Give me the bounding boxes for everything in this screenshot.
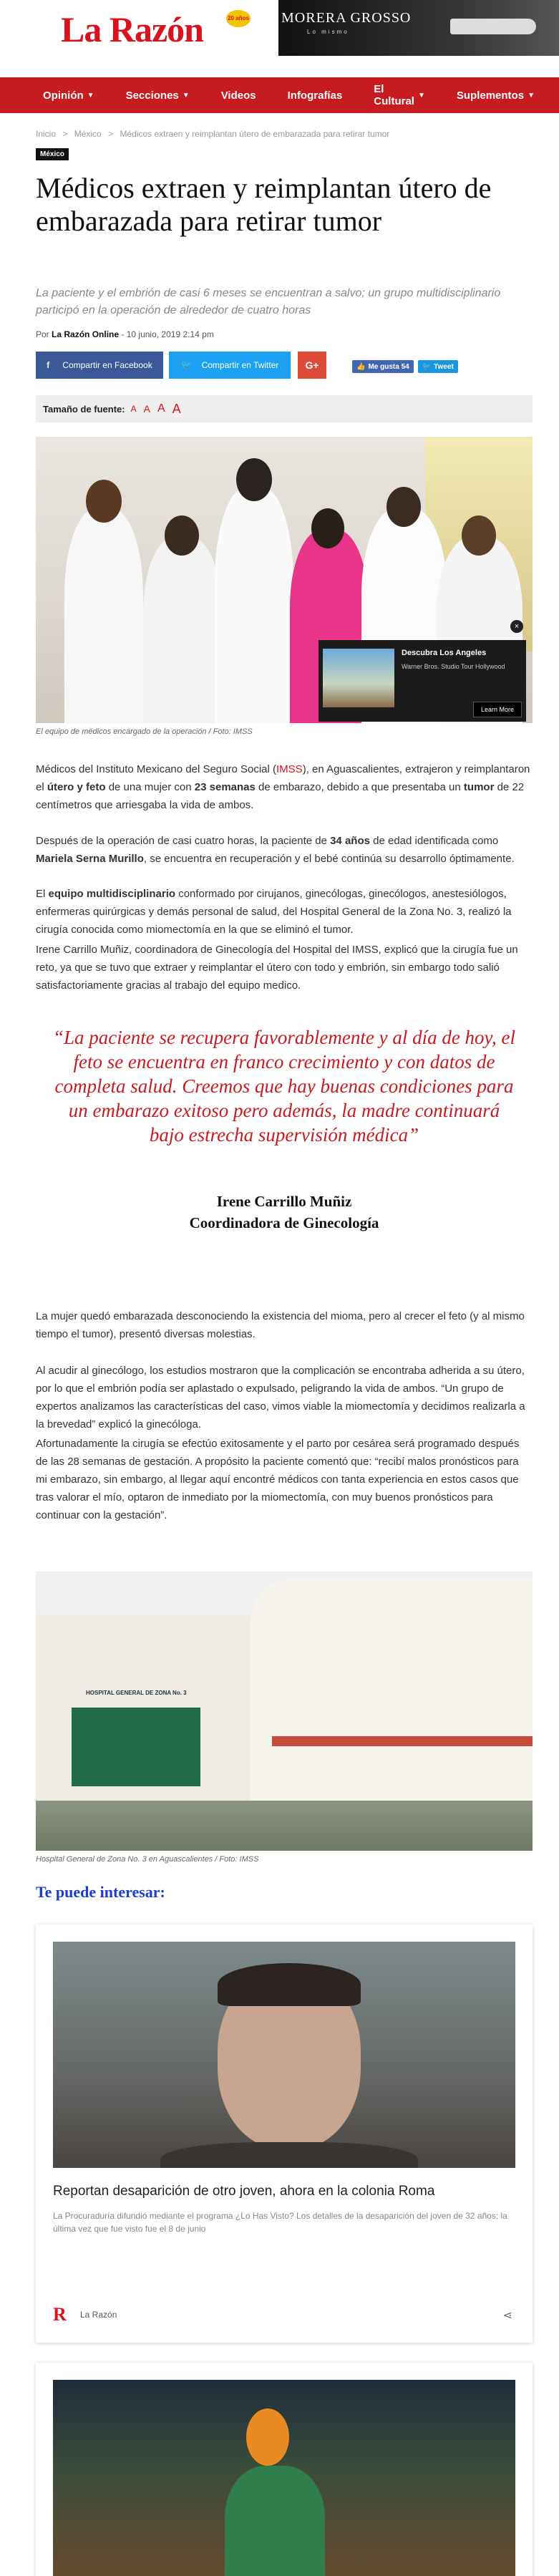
breadcrumb-section[interactable]: México [74, 129, 102, 139]
related-card-image[interactable] [53, 2380, 515, 2576]
doctor-figure [215, 487, 293, 723]
font-size-option-1[interactable]: A [130, 404, 137, 414]
building-right [251, 1579, 533, 1801]
nav-el-cultural[interactable] [374, 83, 425, 107]
font-size-option-4[interactable]: A [172, 401, 181, 416]
doctor-head [86, 480, 122, 523]
paragraph-4: Irene Carrillo Muñiz, coordinadora de Ginecología del Hospital del IMSS, explicó que la cirugía fue un reto, ya que se tuvo que extraer y reimplantar el útero con todo y embrión, sin embargo todo salió satisfactoriamente gracias al trabajo del equipo medico. [36, 944, 518, 992]
video-thumbnail[interactable] [323, 649, 394, 707]
nav-suplementos[interactable] [457, 89, 535, 102]
video-ad[interactable] [319, 622, 526, 722]
nav-infografias[interactable] [288, 89, 343, 102]
hair [218, 1963, 361, 2006]
building-glass [72, 1708, 200, 1786]
like-label: Me gusta 54 [368, 362, 409, 371]
paragraph-3 [36, 885, 533, 939]
facebook-icon: f [47, 360, 50, 370]
image-caption: Hospital General de Zona No. 3 en Aguascalientes / Foto: IMSS [36, 1855, 259, 1864]
learn-more-button[interactable]: Learn More [473, 702, 522, 717]
image-caption: El equipo de médicos encargado de la operación / Foto: IMSS [36, 727, 253, 736]
nav-secciones[interactable] [126, 89, 190, 102]
doctor-figure [64, 508, 143, 723]
building-stripe [272, 1736, 533, 1746]
text: , se encuentra en recuperación y el bebé continúa su desarrollo óptimamente. [143, 853, 515, 865]
chevron-down-icon: ▼ [417, 91, 425, 100]
paragraph-7: Afortunadamente la cirugía se efectúo exitosamente y el parto por cesárea será programado después de las 28 semanas de gestación. A propósito la paciente comentó que: “recibí malos pronósticos para mi embarazo, sin embargo, al llegar aquí encontré médicos con tanta experiencia en estos casos que tras valorar el mío, optaron de inmediato por la miomectomía, con muy buenos pronósticos para continuar con la gestación”. [36, 1438, 520, 1521]
nav-label: Suplementos [456, 89, 525, 102]
font-size-control [36, 395, 533, 422]
text: de una mujer con [105, 781, 195, 793]
tweet-button[interactable] [418, 360, 458, 373]
share-googleplus-button[interactable]: G+ [298, 352, 326, 379]
text: El [36, 888, 49, 900]
video-title: Descubra Los Angeles [402, 649, 487, 657]
related-card[interactable] [36, 1924, 533, 2343]
nav-label: Opinión [43, 89, 84, 102]
text: Después de la operación de casi cuatro horas, la paciente de [36, 835, 331, 847]
related-card[interactable] [36, 2363, 533, 2576]
thumbs-up-icon: 👍 [356, 362, 366, 371]
doctor-head [311, 508, 344, 548]
text: de edad identificada como [369, 835, 499, 847]
article-main-image [36, 437, 533, 723]
nav-label: Infografías [287, 89, 343, 102]
nav-label: El Cultural [374, 83, 414, 107]
doctor-figure [143, 537, 222, 723]
breadcrumb-separator: > [62, 129, 68, 139]
shirt [160, 2142, 418, 2168]
byline [36, 329, 533, 339]
nav-videos[interactable] [221, 89, 256, 102]
parking-lot [36, 1801, 533, 1851]
article-subtitle: La paciente y el embrión de casi 6 meses se encuentran a salvo; un grupo multidisciplinario participó en la operación de alrededor de cuatro horas [36, 287, 501, 316]
paragraph-6: Al acudir al ginecólogo, los estudios mostraron que la complicación se encontraba adherida a su útero, por lo que el embrión podía ser aplastado o expulsado, peligrando la vida de ambos. “Un grupo de expertos analizamos las características del caso, vimos viable la miomectomía y decidimos realizarla a la brevedad” explicó la ginecóloga. [36, 1365, 525, 1430]
related-card-description: La Procuraduría difundió mediante el programa ¿Lo Has Visto? Los detalles de la desaparición del joven de 32 años: la última vez que fue visto fue el 8 de junio [53, 2211, 507, 2234]
chevron-down-icon: ▼ [182, 91, 190, 100]
text-bold: tumor [463, 781, 495, 793]
chevron-down-icon: ▼ [87, 91, 94, 100]
video-description: Warner Bros. Studio Tour Hollywood [402, 663, 505, 670]
article-headline: Médicos extraen y reimplantan útero de embarazada para retirar tumor [36, 172, 492, 237]
top-ad-banner[interactable] [278, 0, 559, 56]
la-razon-logo-icon: R [53, 2304, 67, 2325]
byline-prefix: Por [36, 329, 49, 339]
text: Médicos del Instituto Mexicano del Seguro Social ( [36, 763, 277, 775]
text: ), en Aguascalientes, extrajeron y reimplantaron el [36, 763, 530, 793]
related-card-source: La Razón [80, 2310, 117, 2320]
share-icon[interactable]: ⋖ [502, 2310, 512, 2322]
related-card-image[interactable] [53, 1942, 515, 2168]
text: de 22 centímetros que arriesgaba la vida de ambos. [36, 781, 525, 811]
share-twitter-label: Compartir en Twitter [201, 360, 279, 370]
doctor-head [236, 458, 272, 501]
ad-subtitle: Lo mismo [307, 29, 349, 35]
breadcrumb-separator: > [108, 129, 114, 139]
font-size-option-2[interactable]: A [143, 403, 150, 415]
ad-title: MORERA GROSSO [281, 10, 412, 26]
share-facebook-button[interactable] [36, 352, 163, 379]
figure [225, 2466, 325, 2576]
nav-label: Secciones [125, 89, 179, 102]
chevron-down-icon: ▼ [528, 91, 535, 100]
font-size-label: Tamaño de fuente: [43, 403, 125, 415]
paragraph-1 [36, 760, 533, 814]
paragraph-2 [36, 832, 533, 868]
main-nav [0, 77, 559, 113]
text: de embarazo, debido a que presentaba un [255, 781, 464, 793]
close-icon[interactable]: × [510, 620, 523, 633]
category-tag[interactable]: México [36, 148, 69, 160]
related-heading: Te puede interesar: [36, 1883, 165, 1901]
paragraph-5: La mujer quedó embarazada desconociendo la existencia del mioma, pero al crecer el feto (y al mismo tiempo el tumor), presentó diversas molestias. [36, 1310, 525, 1340]
nav-label: Videos [220, 89, 256, 102]
site-logo[interactable]: La Razón [61, 9, 203, 49]
breadcrumb-home[interactable]: Inicio [36, 129, 57, 139]
pull-quote: “La paciente se recupera favorablemente y al día de hoy, el feto se encuentra en franco crecimiento y con datos de completa salud. Creemos que hay buenas condiciones para un embarazo exitoso pero además, la madre continuará bajo estrecha supervisión médica” [52, 1027, 516, 1146]
share-facebook-label: Compartir en Facebook [62, 360, 152, 370]
nav-opinion[interactable] [43, 89, 94, 102]
imss-link[interactable]: IMSS [276, 763, 303, 775]
share-twitter-button[interactable] [169, 352, 291, 379]
quote-role: Coordinadora de Ginecología [189, 1214, 379, 1231]
related-card-title[interactable]: Reportan desaparición de otro joven, ahora en la colonia Roma [53, 2184, 435, 2199]
doctor-head [462, 515, 496, 556]
ad-plane-image [450, 19, 536, 34]
doctor-head [387, 487, 421, 527]
hospital-image [36, 1572, 533, 1851]
breadcrumb-current: Médicos extraen y reimplantan útero de embarazada para retirar tumor [120, 129, 390, 139]
twitter-icon: 🐦 [422, 362, 432, 371]
facebook-like-button[interactable] [352, 360, 414, 373]
twitter-icon: 🐦 [180, 360, 192, 370]
text-bold: 34 años [330, 835, 370, 847]
headdress [246, 2408, 289, 2466]
text-bold: 23 semanas [194, 781, 256, 793]
text: conformado por cirujanos, ginecólogas, ginecólogos, anestesiólogos, enfermeras quirúrgicas y demás personal de salud, del Hospital General de la Zona No. 3, realizó la cirugía conocida como miomectomía en la que se eliminó el tumor. [36, 888, 512, 936]
tweet-label: Tweet [434, 362, 454, 371]
text-bold: útero y feto [47, 781, 106, 793]
doctor-head [165, 515, 199, 556]
text-bold: equipo multidisciplinario [48, 888, 176, 900]
site-header [0, 0, 559, 77]
anniversary-badge: 20 años [226, 10, 251, 27]
font-size-option-3[interactable]: A [157, 402, 165, 415]
share-bar [36, 352, 533, 379]
breadcrumb [36, 129, 533, 139]
quote-attribution [36, 1191, 533, 1234]
text-bold: Mariela Serna Murillo [36, 853, 144, 865]
author-link[interactable]: La Razón Online [52, 329, 120, 339]
building-sign: HOSPITAL GENERAL DE ZONA No. 3 [86, 1690, 187, 1696]
publish-date: - 10 junio, 2019 2:14 pm [121, 329, 214, 339]
quote-name: Irene Carrillo Muñiz [216, 1193, 352, 1210]
